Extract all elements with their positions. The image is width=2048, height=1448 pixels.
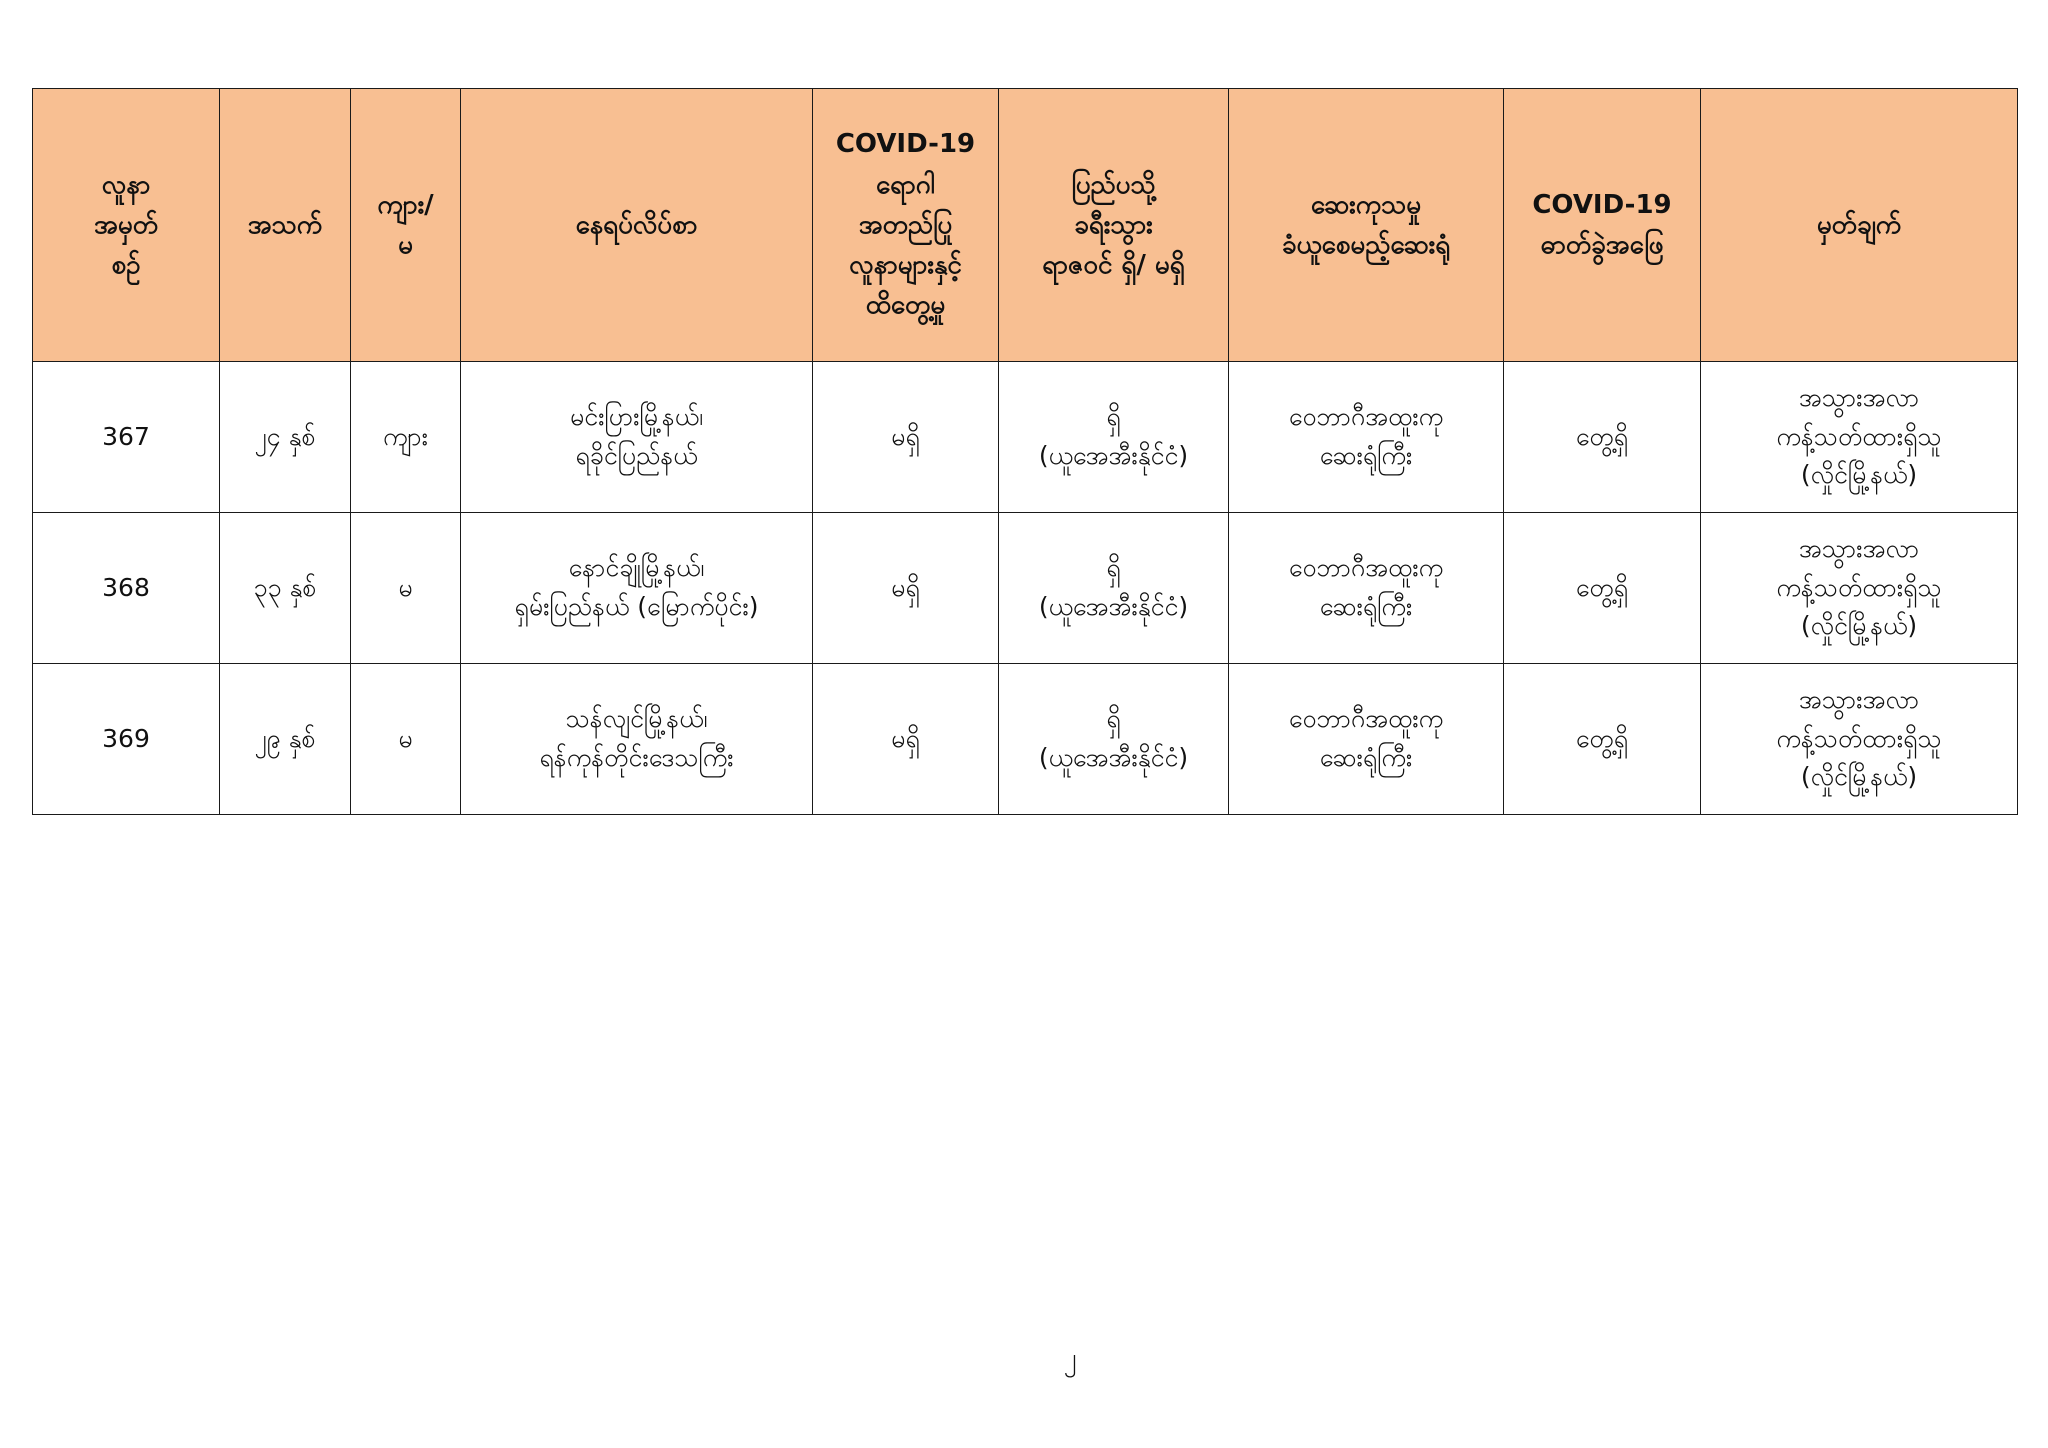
cell-result: တွေ့ရှိ (1504, 362, 1701, 513)
page-number: ၂ (1063, 1343, 1077, 1373)
covid-case-table (32, 88, 2018, 815)
cell-patient-number: 368 (33, 513, 220, 664)
header-treating-hospital: ဆေးကုသမှု ခံယူစေမည့်ဆေးရုံ (1229, 89, 1504, 362)
table-row (33, 513, 2018, 664)
table-header (33, 89, 2018, 362)
table-row (33, 664, 2018, 815)
cell-hospital: ဝေဘာဂီအထူးကု ဆေးရုံကြီး (1229, 362, 1504, 513)
cell-contact: မရှိ (813, 513, 999, 664)
cell-hospital: ဝေဘာဂီအထူးကု ဆေးရုံကြီး (1229, 513, 1504, 664)
cell-address: မင်းပြားမြို့နယ်၊ ရခိုင်ပြည်နယ် (461, 362, 813, 513)
cell-contact: မရှိ (813, 664, 999, 815)
header-age: အသက် (220, 89, 351, 362)
cell-age: ၂၄ နှစ် (220, 362, 351, 513)
header-travel-history: ပြည်ပသို့ ခရီးသွား ရာဇဝင် ရှိ/ မရှိ (999, 89, 1229, 362)
cell-address: သန်လျင်မြို့နယ်၊ ရန်ကုန်တိုင်းဒေသကြီး (461, 664, 813, 815)
cell-age: ၂၉ နှစ် (220, 664, 351, 815)
cell-patient-number: 369 (33, 664, 220, 815)
cell-sex: ကျား (351, 362, 461, 513)
header-address: နေရပ်လိပ်စာ (461, 89, 813, 362)
header-sex: ကျား/ မ (351, 89, 461, 362)
header-contact-with-confirmed: COVID-19 ရောဂါ အတည်ပြု လူနာများနှင့် ထိတွေ့မှု (813, 89, 999, 362)
cell-contact: မရှိ (813, 362, 999, 513)
table-row (33, 362, 2018, 513)
cell-travel: ရှိ (ယူအေအီးနိုင်ငံ) (999, 513, 1229, 664)
cell-remark: အသွားအလာ ကန့်သတ်ထားရှိသူ (လှိုင်မြို့နယ်) (1701, 513, 2018, 664)
header-row (33, 89, 2018, 362)
cell-sex: မ (351, 513, 461, 664)
header-lab-result: COVID-19 ဓာတ်ခွဲအဖြေ (1504, 89, 1701, 362)
cell-travel: ရှိ (ယူအေအီးနိုင်ငံ) (999, 664, 1229, 815)
cell-patient-number: 367 (33, 362, 220, 513)
cell-age: ၃၃ နှစ် (220, 513, 351, 664)
cell-result: တွေ့ရှိ (1504, 513, 1701, 664)
header-patient-number: လူနာ အမှတ် စဉ် (33, 89, 220, 362)
cell-sex: မ (351, 664, 461, 815)
cell-travel: ရှိ (ယူအေအီးနိုင်ငံ) (999, 362, 1229, 513)
table-body (33, 362, 2018, 815)
cell-remark: အသွားအလာ ကန့်သတ်ထားရှိသူ (လှိုင်မြို့နယ်) (1701, 664, 2018, 815)
cell-remark: အသွားအလာ ကန့်သတ်ထားရှိသူ (လှိုင်မြို့နယ်) (1701, 362, 2018, 513)
cell-hospital: ဝေဘာဂီအထူးကု ဆေးရုံကြီး (1229, 664, 1504, 815)
cell-address: နောင်ချိုမြို့နယ်၊ ရှမ်းပြည်နယ် (မြောက်ပိုင်း) (461, 513, 813, 664)
header-remarks: မှတ်ချက် (1701, 89, 2018, 362)
cell-result: တွေ့ရှိ (1504, 664, 1701, 815)
